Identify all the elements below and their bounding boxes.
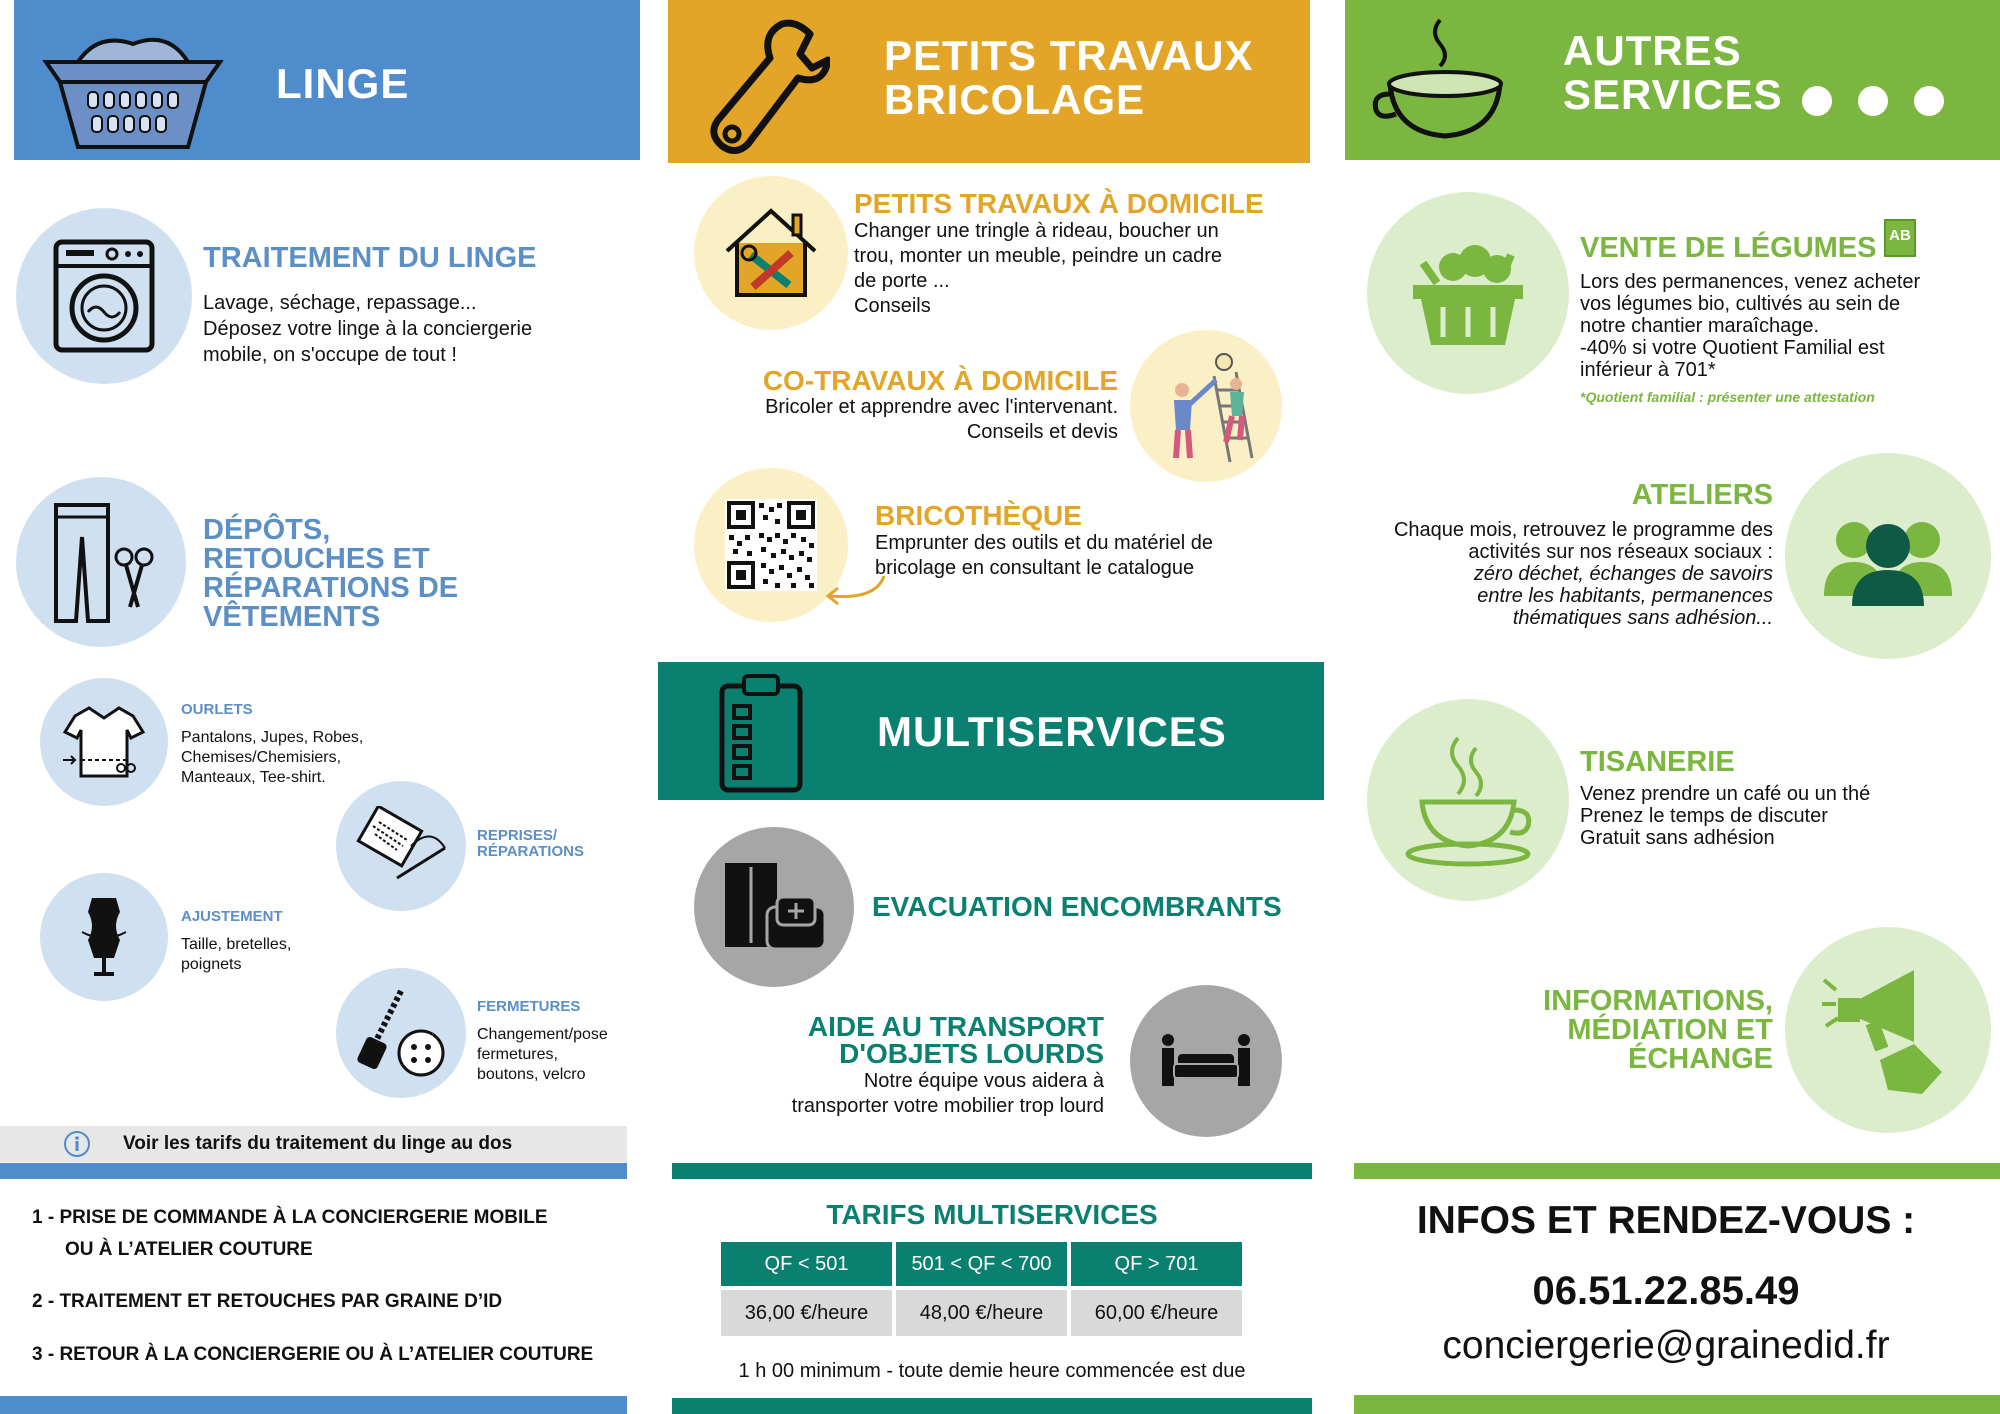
green-separator (1354, 1163, 2000, 1179)
transport-line: Notre équipe vous aidera à (863, 1070, 1104, 1092)
step-1-continued: OU À L’ATELIER COUTURE (65, 1239, 313, 1260)
bricotheque-title: BRICOTHÈQUE (875, 500, 1082, 531)
ateliers-line: thématiques sans adhésion... (1512, 607, 1773, 629)
cotravaux-line: Bricoler et apprendre avec l'intervenant. (765, 396, 1118, 418)
fermetures-line: Changement/pose (477, 1026, 608, 1043)
tarifs-value-row (721, 1290, 1242, 1336)
linge-title: LINGE (276, 60, 410, 107)
tarif-header: QF < 501 (721, 1242, 892, 1286)
ateliers-title: ATELIERS (1631, 479, 1773, 511)
domicile-text (854, 220, 1222, 317)
step-3: 3 - RETOUR À LA CONCIERGERIE OU À L’ATELIER COUTURE (32, 1344, 594, 1365)
step-2: 2 - TRAITEMENT ET RETOUCHES PAR GRAINE D’ID (32, 1291, 503, 1312)
tisanerie-line: Prenez le temps de discuter (1580, 805, 1828, 827)
traitement-line: Lavage, séchage, repassage... (203, 292, 477, 314)
transport-title-line: D'OBJETS LOURDS (839, 1038, 1104, 1069)
fermetures-line: fermetures, (477, 1046, 558, 1063)
house-tools-icon (694, 176, 848, 330)
bricotheque-line: bricolage en consultant le catalogue (875, 557, 1195, 579)
ourlets-title: OURLETS (181, 701, 253, 718)
autres-title (1563, 29, 1783, 117)
tarif-header: QF > 701 (1071, 1242, 1242, 1286)
needle-patch-icon (336, 781, 466, 911)
tarifs-multiservices-title: TARIFS MULTISERVICES (826, 1199, 1158, 1230)
traitement-line: mobile, on s'occupe de tout ! (203, 344, 457, 366)
contact-title: INFOS ET RENDEZ-VOUS : (1416, 1199, 1916, 1242)
dots-icon (1800, 84, 1950, 118)
tisanerie-text (1580, 783, 1870, 849)
legumes-line: notre chantier maraîchage. (1580, 315, 1820, 337)
ourlets-line: Manteaux, Tee-shirt. (181, 769, 326, 786)
movers-sofa-icon (1130, 985, 1282, 1137)
legumes-title: VENTE DE LÉGUMES (1580, 232, 1877, 264)
bricotheque-text (875, 532, 1213, 579)
tarifs-table (717, 1238, 1246, 1340)
info-icon (62, 1129, 92, 1159)
ateliers-line: entre les habitants, permanences (1477, 585, 1773, 607)
legumes-line: vos légumes bio, cultivés au sein de (1580, 293, 1901, 315)
ateliers-text (1345, 519, 1773, 629)
traitement-title: TRAITEMENT DU LINGE (203, 242, 537, 274)
clipboard-icon (716, 670, 806, 794)
domicile-line: Changer une tringle à rideau, boucher un (854, 220, 1219, 242)
evacuation-title: EVACUATION ENCOMBRANTS (872, 891, 1282, 922)
domicile-line: de porte ... (854, 270, 950, 292)
ajustement-title: AJUSTEMENT (181, 908, 283, 925)
infos-title (1345, 987, 1773, 1074)
legumes-line: -40% si votre Quotient Familial est (1580, 337, 1885, 359)
ajustement-line: Taille, bretelles, (181, 936, 292, 953)
tea-cup-icon (1367, 699, 1569, 901)
steps (32, 1202, 593, 1371)
bricotheque-line: Emprunter des outils et du matériel de (875, 532, 1213, 554)
tisanerie-line: Gratuit sans adhésion (1580, 827, 1775, 849)
reprises-title (477, 828, 584, 860)
transport-line: transporter votre mobilier trop lourd (791, 1095, 1104, 1117)
infos-title-line: INFORMATIONS, (1543, 985, 1773, 1017)
multiservices-title: MULTISERVICES (877, 708, 1227, 755)
soup-bowl-icon (1368, 10, 1513, 155)
legumes-note: *Quotient familial : présenter une attestation (1580, 389, 1875, 405)
laundry-basket-icon (38, 22, 228, 152)
fermetures-text (477, 1025, 608, 1085)
travaux-title-line: BRICOLAGE (884, 76, 1145, 124)
depots-line: DÉPÔTS, (203, 514, 331, 546)
travaux-title (884, 34, 1253, 122)
autres-title-line: SERVICES (1563, 71, 1783, 119)
ajustement-text (181, 935, 291, 975)
autres-title-line: AUTRES (1563, 27, 1742, 74)
washing-machine-icon (16, 208, 192, 384)
wrench-icon (700, 14, 830, 159)
blue-footer-bar (0, 1396, 627, 1414)
tarif-header: 501 < QF < 700 (896, 1242, 1067, 1286)
people-ladder-icon (1130, 330, 1282, 482)
fermetures-line: boutons, velcro (477, 1066, 586, 1083)
megaphone-icon (1785, 927, 1991, 1133)
depots-line: VÊTEMENTS (203, 601, 381, 633)
pants-scissors-icon (16, 477, 186, 647)
domicile-line: Conseils (854, 295, 931, 317)
fermetures-title: FERMETURES (477, 998, 581, 1015)
shirt-hem-icon (40, 678, 168, 806)
ourlets-line: Pantalons, Jupes, Robes, (181, 729, 364, 746)
tisanerie-title: TISANERIE (1580, 746, 1735, 778)
furniture-icon (694, 827, 854, 987)
cotravaux-text (667, 396, 1118, 443)
dress-form-icon (40, 873, 168, 1001)
ourlets-line: Chemises/Chemisiers, (181, 749, 342, 766)
transport-title-line: AIDE AU TRANSPORT (807, 1011, 1104, 1042)
tarif-value: 60,00 €/heure (1071, 1290, 1242, 1336)
teal-separator (672, 1163, 1312, 1179)
infos-title-line: ÉCHANGE (1627, 1043, 1773, 1075)
green-footer-bar (1354, 1395, 2000, 1414)
ateliers-line: Chaque mois, retrouvez le programme des (1393, 519, 1773, 541)
domicile-title: PETITS TRAVAUX À DOMICILE (854, 188, 1264, 219)
tarif-value: 36,00 €/heure (721, 1290, 892, 1336)
transport-title (668, 1013, 1104, 1067)
depots-title (203, 516, 458, 632)
tarifs-multiservices-note: 1 h 00 minimum - toute demie heure commencée est due (738, 1360, 1246, 1382)
depots-line: RETOUCHES ET (203, 543, 430, 575)
tarif-value: 48,00 €/heure (896, 1290, 1067, 1336)
reprises-line: REPRISES/ (477, 827, 558, 844)
qr-code-icon[interactable] (725, 499, 817, 591)
ateliers-line: activités sur nos réseaux sociaux : (1468, 541, 1773, 563)
tarifs-header-row (721, 1242, 1242, 1286)
contact-email[interactable]: conciergerie@grainedid.fr (1442, 1324, 1890, 1367)
traitement-line: Déposez votre linge à la conciergerie (203, 318, 533, 340)
contact-phone[interactable]: 06.51.22.85.49 (1532, 1269, 1800, 1313)
teal-footer-bar (672, 1398, 1312, 1414)
legumes-line: inférieur à 701* (1580, 359, 1716, 381)
zipper-button-icon (336, 968, 466, 1098)
legumes-line: Lors des permanences, venez acheter (1580, 271, 1921, 293)
reprises-line: RÉPARATIONS (477, 843, 584, 860)
legumes-text (1580, 271, 1920, 381)
step-1: 1 - PRISE DE COMMANDE À LA CONCIERGERIE MOBILE (32, 1207, 548, 1228)
ateliers-line: zéro déchet, échanges de savoirs (1473, 563, 1773, 585)
infos-title-line: MÉDIATION ET (1567, 1014, 1773, 1046)
traitement-text (203, 292, 532, 366)
ajustement-line: poignets (181, 956, 242, 973)
cotravaux-line: Conseils et devis (966, 421, 1118, 443)
domicile-line: trou, monter un meuble, peindre un cadre (854, 245, 1222, 267)
group-people-icon (1785, 453, 1991, 659)
travaux-title-line: PETITS TRAVAUX (884, 32, 1254, 79)
ab-logo: AB (1884, 219, 1916, 257)
ourlets-text (181, 728, 363, 788)
depots-line: RÉPARATIONS DE (203, 572, 459, 604)
blue-separator (0, 1163, 627, 1179)
tarifs-note-text: Voir les tarifs du traitement du linge au dos (123, 1133, 513, 1154)
vegetable-basket-icon (1367, 192, 1569, 394)
tisanerie-line: Venez prendre un café ou un thé (1580, 783, 1871, 805)
cotravaux-title: CO-TRAVAUX À DOMICILE (762, 365, 1118, 396)
transport-text (668, 1070, 1104, 1117)
